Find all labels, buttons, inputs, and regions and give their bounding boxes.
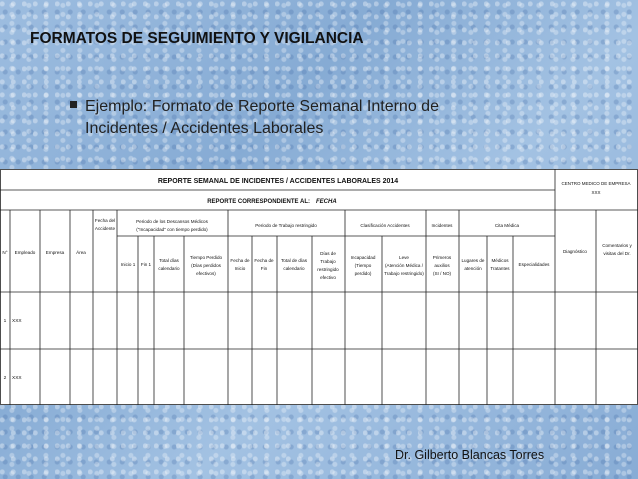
row1-empleado[interactable]: XXX: [12, 319, 22, 324]
col-fecha-fin: Fecha de: [254, 258, 274, 263]
col-n: N°: [2, 250, 8, 255]
col-diagnostico: Diagnóstico: [562, 249, 588, 254]
col-especialidades: Especialidades: [518, 262, 550, 267]
row2-n: 2: [3, 376, 7, 381]
col-lugar-atencion-sub: atención: [464, 266, 482, 271]
col-total-calendario: Total de días: [280, 258, 308, 263]
col-comentarios: Comentarios y: [602, 243, 632, 248]
slide-title: FORMATOS DE SEGUIMIENTO Y VIGILANCIA: [30, 30, 364, 47]
row1-n: 1: [3, 319, 7, 324]
col-dias-restringido-sub1: Trabajo: [320, 259, 336, 264]
report-table-grid: [0, 169, 638, 405]
col-dias-restringido-sub2: restringido: [317, 267, 339, 272]
col-dias-restringido-sub3: efectivo: [320, 275, 336, 280]
row2-empleado[interactable]: XXX: [12, 376, 22, 381]
col-leve-sub1: (Atención Médica /: [384, 263, 424, 268]
col-incapacidad: Incapacidad: [350, 255, 376, 260]
centro-medico-value: XXX: [591, 190, 601, 195]
col-comentarios-sub: visitas del Dr.: [603, 251, 631, 256]
reporte-correspondiente-label: REPORTE CORRESPONDIENTE AL:: [207, 199, 310, 205]
col-medicos-sub: Tratantes: [490, 266, 510, 271]
group-periodo-descanso-sub: ("Incapacidad" con tiempo perdido): [136, 227, 208, 232]
col-incapacidad-sub2: perdido): [354, 271, 372, 276]
col-fin1: Fin 1: [140, 262, 152, 267]
col-lugar-atencion: Lugares de: [461, 258, 485, 263]
col-fecha-fin-sub: Fin: [260, 266, 268, 271]
centro-medico-label: CENTRO MEDICO DE EMPRESA: [561, 181, 631, 186]
col-leve-sub2: Trabajo restringido): [384, 271, 424, 276]
square-bullet-icon: [70, 101, 77, 108]
col-total-dias-sub: calendario: [158, 266, 180, 271]
col-leve: Leve: [399, 255, 409, 260]
group-periodo-trabajo: Periodo de Trabajo restringido: [255, 223, 317, 228]
col-area: Área: [76, 250, 86, 255]
col-empleado: Empleado: [14, 250, 36, 255]
col-fecha-accidente-sub: Accidente: [94, 226, 116, 231]
bullet-text-line2: Incidentes / Accidentes Laborales: [85, 120, 324, 137]
author-credit: Dr. Gilberto Blancas Torres: [395, 448, 545, 462]
col-tiempo-perdido: Tiempo Perdido: [189, 255, 223, 260]
col-total-calendario-sub: calendario: [283, 266, 305, 271]
group-periodo-descanso: Periodo de los Descansos Médicos: [136, 219, 208, 224]
bullet-text-line1: Ejemplo: Formato de Reporte Semanal Interno de: [85, 98, 439, 115]
col-primeros-auxilios-sub2: (SI / NO): [432, 271, 452, 276]
bullet-item: [70, 96, 439, 140]
col-primeros-auxilios: Primeros: [432, 255, 452, 260]
report-table: [0, 169, 638, 405]
col-medicos: Médicos: [491, 258, 509, 263]
group-incidentes: Incidentes: [431, 223, 453, 228]
reporte-fecha-field[interactable]: FECHA: [316, 199, 337, 205]
col-empresa: Empresa: [45, 250, 65, 255]
report-header: REPORTE SEMANAL DE INCIDENTES / ACCIDENTES LABORALES 2014: [157, 178, 399, 185]
col-total-dias: Total días: [159, 258, 179, 263]
group-clasificacion: Clasificación Accidentes: [360, 223, 410, 228]
col-primeros-auxilios-sub1: auxilios: [434, 263, 450, 268]
col-fecha-accidente: Fecha del: [94, 218, 116, 223]
col-tiempo-perdido-sub2: efectivos): [196, 271, 216, 276]
col-inicio1: Inicio 1: [120, 262, 136, 267]
col-dias-restringido: Días de: [320, 251, 336, 256]
col-tiempo-perdido-sub1: (Días perdidos: [191, 263, 221, 268]
group-cita-medica: Cita Médica: [494, 223, 520, 228]
col-fecha-inicio: Fecha de: [230, 258, 250, 263]
col-fecha-inicio-sub: Inicio: [234, 266, 246, 271]
col-incapacidad-sub1: (Tiempo: [354, 263, 372, 268]
